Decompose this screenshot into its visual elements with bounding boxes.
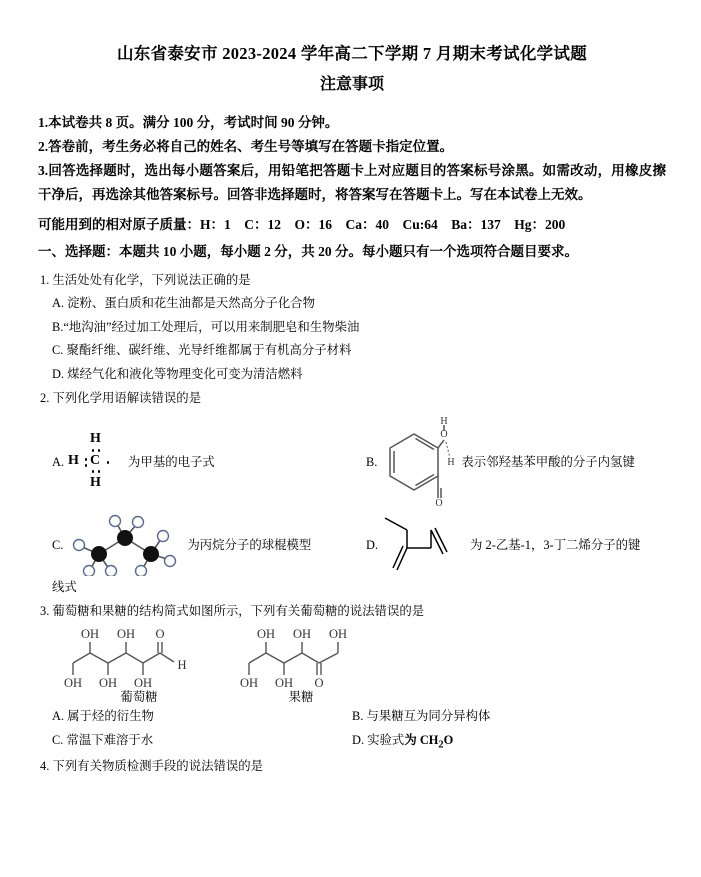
fructose-top-label-2: OH (292, 627, 312, 642)
notice-item-2: 2.答卷前，考生务必将自己的姓名、考生号等填写在答题卡指定位置。 (38, 138, 454, 154)
notice-item-1: 1.本试卷共 8 页。满分 100 分，考试时间 90 分钟。 (38, 114, 339, 130)
question-2-row-cd (38, 514, 666, 576)
question-2-trailing-text: 线式 (52, 580, 77, 595)
lewis-dot (85, 458, 87, 460)
question-2-option-b-letter: B. (366, 454, 378, 469)
question-4-number: 4. (40, 758, 50, 773)
question-2-caption-a: 为甲基的电子式 (128, 454, 215, 469)
page-content (38, 42, 666, 786)
question-1 (38, 269, 666, 387)
fructose-top-label-3: OH (328, 627, 348, 642)
svg-text:O: O (435, 498, 443, 510)
question-3 (38, 600, 666, 755)
fructose-name-label: 果糖 (288, 690, 314, 705)
question-3-options-row-2 (38, 729, 666, 755)
question-3-figures (38, 627, 666, 705)
question-4-stem (38, 755, 666, 779)
question-2 (38, 387, 666, 600)
question-3-option-d-prefix: D. 实验式 (352, 732, 405, 747)
question-2-option-a-letter: A. (52, 454, 65, 469)
question-3-stem (38, 600, 666, 624)
question-2-option-d[interactable] (352, 514, 666, 576)
notice-item-3: 3.回答选择题时，选出每小题答案后，用铅笔把答题卡上对应题目的答案标号涂黑。如需改动，用橡皮擦干净后，再选涂其他答案标号。回答非选择题时，将答案写在答题卡上。写在本试卷上无效。 (38, 162, 666, 202)
question-2-row-ab (38, 414, 666, 510)
glucose-name-label: 葡萄糖 (120, 690, 158, 705)
question-2-option-a[interactable] (38, 432, 352, 492)
page-title: 山东省泰安市 2023-2024 学年高二下学期 7 月期末考试化学试题 (116, 44, 588, 63)
section-heading-multiple-choice: 一、选择题：本题共 10 小题，每小题 2 分，共 20 分。每小题只有一个选项符合题目要求。 (38, 243, 578, 259)
question-3-option-b[interactable]: B. 与果糖互为同分异构体 (352, 709, 491, 724)
question-3-option-c[interactable]: C. 常温下难溶于水 (52, 732, 154, 747)
question-2-caption-d: 为 2-乙基-1，3-丁二烯分子的键 (470, 537, 641, 552)
methyl-lewis-structure-icon (67, 432, 125, 492)
question-1-stem (38, 269, 666, 293)
question-4 (38, 755, 666, 779)
glucose-top-label-1: OH (80, 627, 100, 642)
question-3-option-d-formula (404, 732, 454, 751)
salicylic-acid-hbond-structure-icon (380, 414, 458, 510)
glucose-bottom-label-3: OH (133, 676, 153, 690)
fructose-structure-icon (240, 627, 362, 689)
question-2-text: 下列化学用语解读错误的是 (52, 390, 202, 405)
svg-text:O: O (440, 429, 448, 441)
fructose-figure (240, 627, 362, 705)
lewis-h-top: H (90, 431, 101, 447)
question-4-text: 下列有关物质检测手段的说法错误的是 (52, 758, 264, 773)
question-2-option-c-letter: C. (52, 537, 64, 552)
atomic-mass-line: 可能用到的相对原子质量：H：1 C：12 O：16 Ca：40 Cu:64 Ba：137 Hg：200 (38, 216, 566, 232)
svg-text:H: H (447, 457, 455, 469)
glucose-figure (64, 627, 214, 705)
formula-subscript: 2 (438, 739, 444, 751)
question-3-option-d[interactable] (352, 729, 666, 755)
fructose-bottom-label-3: O (314, 676, 324, 690)
question-3-option-a[interactable]: A. 属于烃的衍生物 (52, 709, 154, 724)
lewis-dot (98, 449, 100, 451)
propane-ball-and-stick-model-icon (66, 514, 184, 576)
question-2-number: 2. (40, 390, 50, 405)
question-1-option-b[interactable]: B.“地沟油”经过加工处理后，可以用来制肥皂和生物柴油 (52, 319, 360, 334)
svg-text:H: H (440, 416, 448, 428)
glucose-top-label-2: OH (116, 627, 136, 642)
glucose-top-label-3: O (155, 627, 165, 642)
lewis-dot (107, 461, 109, 463)
lewis-dot (85, 464, 87, 466)
question-3-number: 3. (40, 603, 50, 618)
lewis-dot (98, 470, 100, 472)
question-1-text: 生活处处有化学，下列说法正确的是 (52, 272, 251, 287)
question-2-option-d-letter: D. (366, 537, 379, 552)
glucose-bottom-label-2: OH (98, 676, 118, 690)
question-3-text: 葡萄糖和果糖的结构简式如图所示，下列有关葡萄糖的说法错误的是 (52, 603, 425, 618)
page-subtitle: 注意事项 (319, 75, 384, 93)
question-3-options-row-1 (38, 705, 666, 729)
glucose-bottom-label-1: OH (64, 676, 83, 690)
fructose-bottom-label-1: OH (240, 676, 259, 690)
lewis-dot (92, 470, 94, 472)
formula-head: 为 CH (404, 732, 439, 747)
question-2-option-b[interactable] (352, 414, 666, 510)
question-2-caption-c: 为丙烷分子的球棍模型 (187, 537, 312, 552)
question-2-stem (38, 387, 666, 411)
question-2-option-c[interactable] (38, 514, 352, 576)
question-1-option-a[interactable]: A. 淀粉、蛋白质和花生油都是天然高分子化合物 (52, 296, 315, 311)
ethyl-butadiene-skeletal-formula-icon (381, 514, 467, 576)
question-1-number: 1. (40, 272, 50, 287)
fructose-bottom-label-2: OH (274, 676, 294, 690)
question-2-caption-b: 表示邻羟基苯甲酸的分子内氢键 (461, 454, 635, 469)
glucose-structure-icon (64, 627, 214, 689)
formula-tail: O (443, 732, 454, 747)
notice-block (38, 111, 666, 207)
lewis-dot (92, 449, 94, 451)
question-1-option-d[interactable]: D. 煤经气化和液化等物理变化可变为清洁燃料 (52, 367, 303, 381)
question-1-option-c[interactable]: C. 聚酯纤维、碳纤维、光导纤维都属于有机高分子材料 (52, 343, 352, 358)
lewis-h-left: H (68, 453, 79, 469)
lewis-c-center: C (90, 453, 101, 469)
lewis-h-bottom: H (90, 475, 101, 491)
fructose-top-label-1: OH (256, 627, 276, 642)
glucose-terminal-h: H (177, 658, 187, 673)
bottom-spacer (38, 778, 666, 786)
